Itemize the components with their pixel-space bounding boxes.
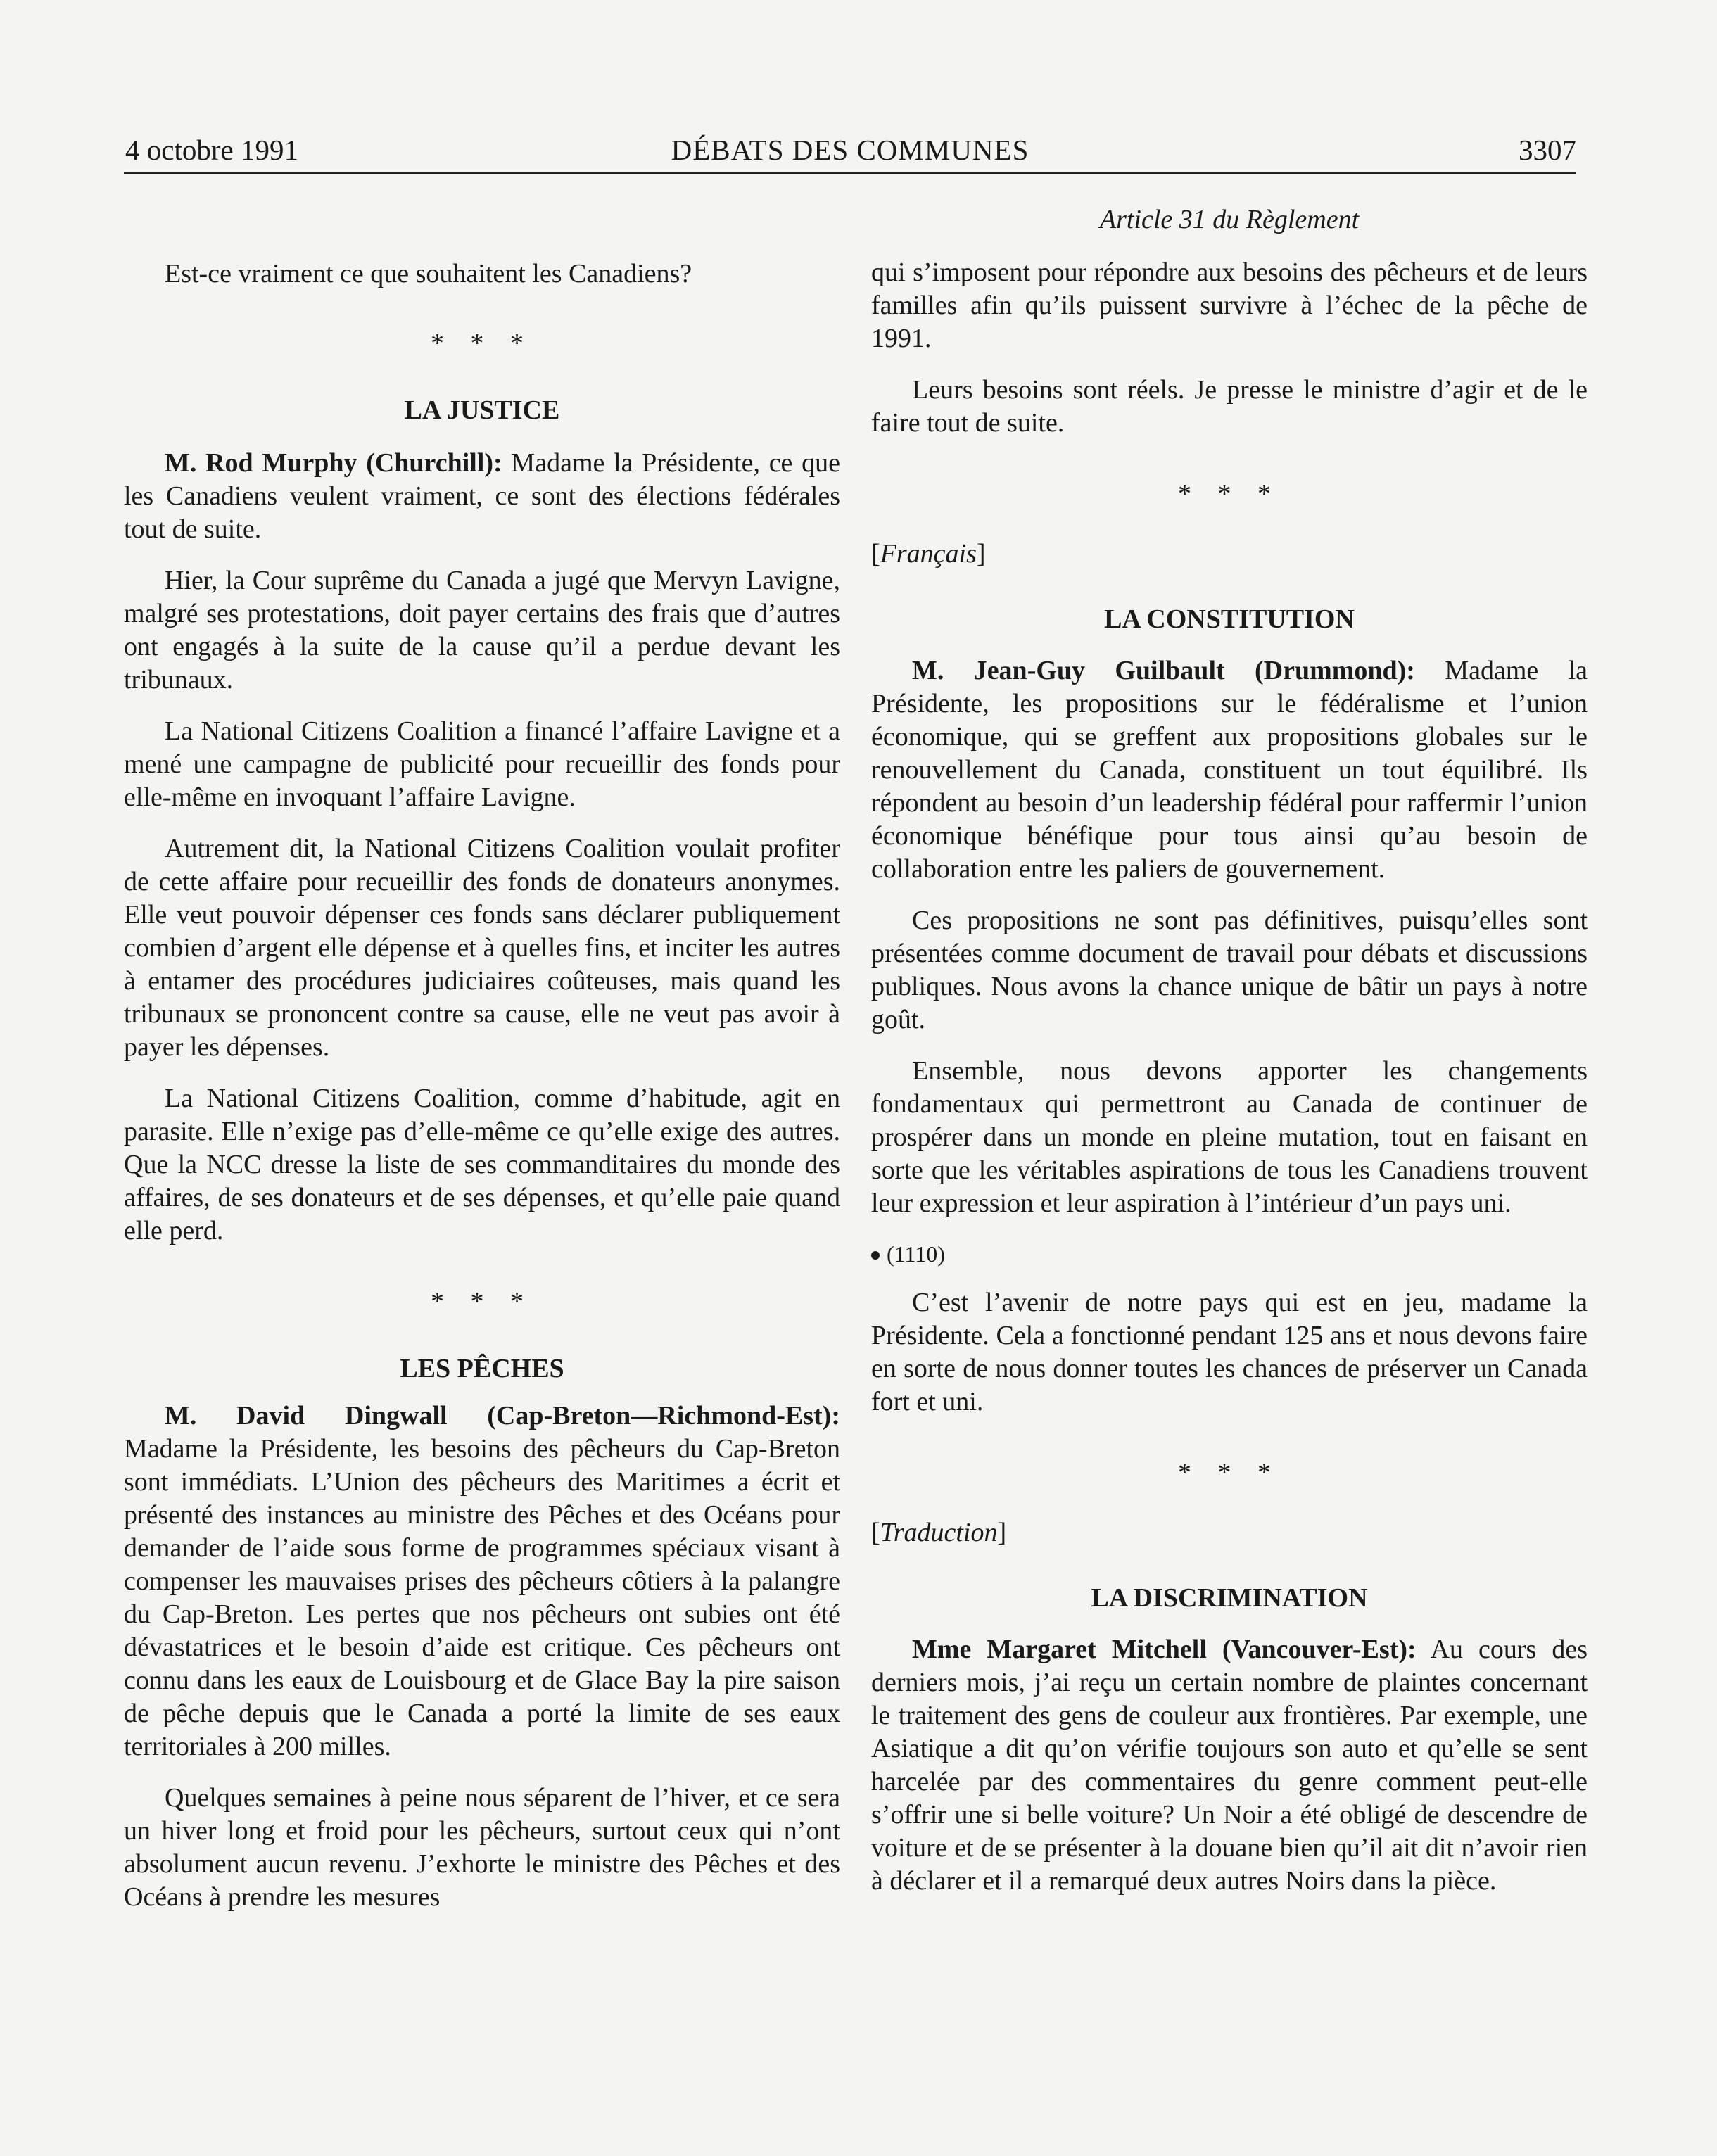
speaker-name: M. David Dingwall (Cap-Breton—Richmond-Est):	[165, 1401, 840, 1431]
section-heading-peches: LES PÊCHES	[400, 1354, 564, 1383]
section-separator: * * *	[431, 1287, 533, 1317]
language-marker: [Traduction]	[871, 1518, 1007, 1547]
section-separator: * * *	[431, 329, 533, 358]
paragraph: Autrement dit, la National Citizens Coalition voulait profiter de cette affaire pour recueillir des fonds de donateurs anonymes. Elle veut pouvoir dépenser ces fonds sans déclarer publiquement combien d’argent elle dépense et à quelles fins, et inciter les autres à entamer des procédures judiciaires coûteuses, mais quand les tribunaux se prononcent contre sa cause, elle ne veut pas avoir à payer les dépenses.	[124, 834, 840, 1062]
left-column	[124, 255, 840, 1914]
section-heading-justice: LA JUSTICE	[404, 395, 560, 425]
paragraph: Ensemble, nous devons apporter les changements fondamentaux qui permettront au Canada de continuer de prospérer dans un monde en pleine mutation, tout en faisant en sorte que les véritables aspirations de tous les Canadiens trouvent leur expression et leur aspiration à l’intérieur d’un pays uni.	[871, 1056, 1588, 1218]
paragraph: Leurs besoins sont réels. Je presse le ministre d’agir et de le faire tout de suite.	[871, 375, 1588, 438]
page-header	[124, 128, 1576, 174]
header-date: 4 octobre 1991	[125, 134, 298, 166]
language-marker: [Français]	[871, 539, 986, 569]
section-heading-constitution: LA CONSTITUTION	[1104, 604, 1355, 634]
speaker-name: Mme Margaret Mitchell (Vancouver-Est):	[912, 1635, 1417, 1664]
header-title: DÉBATS DES COMMUNES	[671, 134, 1029, 166]
page-number: 3307	[1519, 134, 1576, 166]
time-marker: (1110)	[871, 1237, 1588, 1271]
paragraph: M. David Dingwall (Cap-Breton—Richmond-Est): Madame la Présidente, les besoins des pêcheurs du Cap-Breton sont immédiats. L’Union des pêcheurs des Maritimes a écrit et présenté des instances au ministre des Pêches et des Océans pour demander de l’aide sous forme de programmes spéciaux visant à compenser les mauvaises prises des pêcheurs côtiers à la palangre du Cap-Breton. Les pertes que nos pêcheurs ont subies ont été dévastatrices et le besoin d’aide est critique. Ces pêcheurs ont connu dans les eaux de Louisbourg et de Glace Bay la pire saison de pêche depuis que le Canada a porté la limite de ses eaux territoriales à 200 milles.	[124, 1401, 840, 1761]
bullet-icon	[871, 1251, 880, 1260]
speaker-name: M. Rod Murphy (Churchill):	[165, 448, 502, 478]
paragraph: Est-ce vraiment ce que souhaitent les Canadiens?	[165, 259, 692, 288]
speaker-name: M. Jean-Guy Guilbault (Drummond):	[912, 656, 1415, 685]
section-heading-discrimination: LA DISCRIMINATION	[1091, 1583, 1368, 1613]
paragraph: La National Citizens Coalition a financé l’affaire Lavigne et a mené une campagne de publicité pour recueillir des fonds pour elle-même en invoquant l’affaire Lavigne.	[124, 716, 840, 812]
paragraph: C’est l’avenir de notre pays qui est en jeu, madame la Présidente. Cela a fonctionné pendant 125 ans et nous devons faire en sorte de nous donner toutes les chances de préserver un Canada fort et uni.	[871, 1288, 1588, 1416]
section-separator: * * *	[1178, 1458, 1281, 1488]
rule-note: Article 31 du Règlement	[1099, 205, 1360, 234]
paragraph: La National Citizens Coalition, comme d’habitude, agit en parasite. Elle n’exige pas d’elle-même ce qu’elle exige des autres. Que la NCC dresse la liste de ses commanditaires du monde des affaires, de ses donateurs et de ses dépenses, et qu’elle paie quand elle perd.	[124, 1084, 840, 1245]
section-separator: * * *	[1178, 479, 1281, 509]
paragraph: Mme Margaret Mitchell (Vancouver-Est): Au cours des derniers mois, j’ai reçu un certain nombre de plaintes concernant le traitement des gens de couleur aux frontières. Par exemple, une Asiatique a dit qu’on vérifie toujours son auto et qu’elle se sent harcelée par des commentaires du genre comment peut-elle s’offrir une si belle voiture? Un Noir a été obligé de descendre de voiture et de se présenter à la douane bien qu’il ait dit n’avoir rien à déclarer et il a remarqué deux autres Noirs dans la pièce.	[871, 1635, 1588, 1896]
paragraph: Hier, la Cour suprême du Canada a jugé que Mervyn Lavigne, malgré ses protestations, doit payer certains des frais que d’autres ont engagés à la suite de la cause qu’il a perdue devant les tribunaux.	[124, 566, 840, 695]
paragraph: Ces propositions ne sont pas définitives, puisqu’elles sont présentées comme document de travail pour débats et discussions publiques. Nous avons la chance unique de bâtir un pays à notre goût.	[871, 906, 1588, 1034]
paragraph: qui s’imposent pour répondre aux besoins des pêcheurs et de leurs familles afin qu’ils puissent survivre à l’échec de la pêche de 1991.	[871, 258, 1588, 353]
right-column	[871, 256, 1588, 1898]
paragraph: Quelques semaines à peine nous séparent de l’hiver, et ce sera un hiver long et froid pour les pêcheurs, surtout ceux qui n’ont absolument aucun revenu. J’exhorte le ministre des Pêches et des Océans à prendre les mesures	[124, 1783, 840, 1912]
paragraph: M. Rod Murphy (Churchill): Madame la Présidente, ce que les Canadiens veulent vraiment, ce sont des élections fédérales tout de suite.	[124, 448, 840, 544]
paragraph: M. Jean-Guy Guilbault (Drummond): Madame la Présidente, les propositions sur le fédéralisme et l’union économique, qui se greffent aux propositions globales sur le renouvellement du Canada, constituent un tout équilibré. Ils répondent au besoin d’un leadership fédéral pour raffermir l’union économique bénéfique pour tous ainsi qu’au besoin de collaboration entre les paliers de gouvernement.	[871, 656, 1588, 884]
